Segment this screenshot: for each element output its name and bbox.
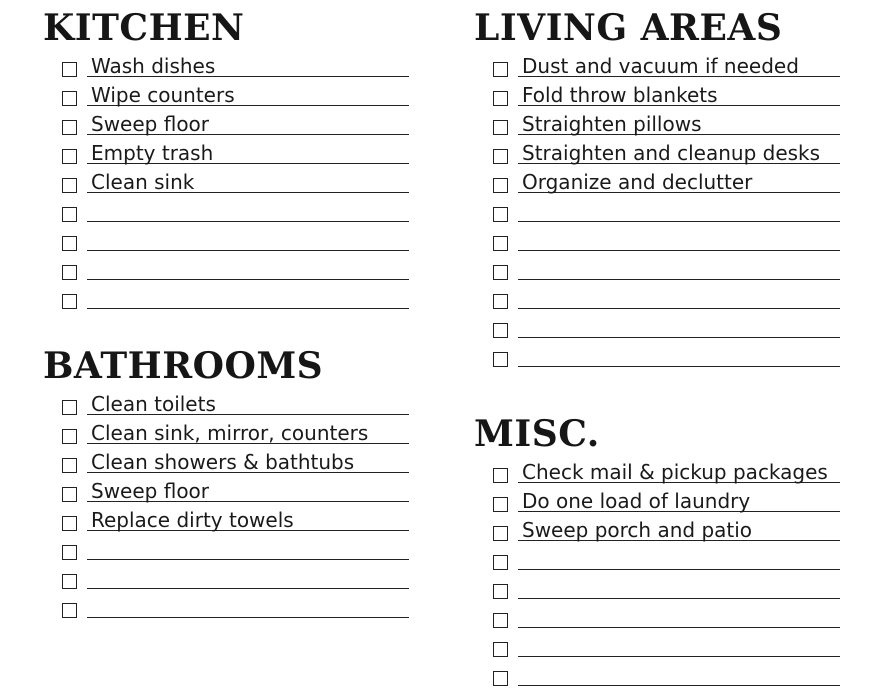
checkbox[interactable] [493,149,508,164]
checklist-item [474,578,600,607]
checkbox[interactable] [493,555,508,570]
checkbox[interactable] [493,352,508,367]
checklist-item-label: Organize and declutter [522,170,753,194]
checklist-item [43,539,323,568]
checkbox[interactable] [62,207,77,222]
bathrooms-heading: BATHROOMS [43,345,324,387]
checkbox[interactable] [62,400,77,415]
write-in-line [87,588,409,589]
checklist-item [43,172,244,201]
checklist-item-label: Wash dishes [91,54,216,78]
bathrooms-section [43,345,369,626]
checkbox[interactable] [493,526,508,541]
write-in-line [518,250,840,251]
checkbox[interactable] [62,429,77,444]
checklist-item [474,665,600,694]
misc-section [474,413,828,694]
write-in-line [518,656,840,657]
checklist-item-label: Sweep porch and patio [522,518,753,542]
write-in-line [87,559,409,560]
checklist-item [474,607,600,636]
checklist-item [43,597,323,626]
checklist-item [43,288,244,317]
living-areas-checklist [474,54,821,375]
checklist-item [43,259,244,288]
checkbox[interactable] [493,323,508,338]
checkbox[interactable] [62,149,77,164]
checklist-item [474,85,782,114]
checklist-item [43,114,244,143]
checkbox[interactable] [493,178,508,193]
checkbox[interactable] [493,236,508,251]
checklist-item-label: Clean sink, mirror, counters [91,421,369,445]
checkbox[interactable] [493,497,508,512]
checklist-item [43,450,355,481]
checklist-item [474,288,782,317]
checklist-item-label: Check mail & pickup packages [522,460,828,484]
write-in-line [518,598,840,599]
checklist-item-label: Replace dirty towels [91,508,294,532]
write-in-line [518,337,840,338]
write-in-line [518,279,840,280]
checkbox[interactable] [62,120,77,135]
bathrooms-checklist [43,392,369,626]
checkbox[interactable] [62,294,77,309]
checklist-item [474,346,782,375]
checklist-item [474,460,828,491]
checkbox[interactable] [493,468,508,483]
checklist-item-label: Wipe counters [91,83,235,107]
checklist-item-label: Dust and vacuum if needed [522,54,799,78]
write-in-line [518,221,840,222]
checkbox[interactable] [493,207,508,222]
checklist-item [43,230,244,259]
misc-checklist [474,460,828,694]
checklist-item [474,114,782,143]
living-areas-heading: LIVING AREAS [474,7,783,49]
checklist-item [43,568,323,597]
checklist-item [43,85,244,114]
checklist-item [43,421,369,452]
write-in-line [87,279,409,280]
checklist-item [474,317,782,346]
checklist-item [43,481,323,510]
checkbox[interactable] [493,120,508,135]
living-areas-section [474,7,821,375]
checklist-item-label: Clean showers & bathtubs [91,450,355,474]
checkbox[interactable] [62,545,77,560]
checklist-item-label: Sweep floor [91,479,210,503]
checkbox[interactable] [62,487,77,502]
kitchen-section [43,8,244,317]
checklist-item [43,201,244,230]
checklist-item-label: Do one load of laundry [522,489,751,513]
checklist-item [474,518,753,549]
checklist-item-label: Clean toilets [91,392,216,416]
write-in-line [518,627,840,628]
checklist-item-label: Clean sink [91,170,195,194]
write-in-line [87,617,409,618]
checklist-item [474,259,782,288]
write-in-line [518,569,840,570]
checkbox[interactable] [62,265,77,280]
checkbox[interactable] [493,584,508,599]
checkbox[interactable] [62,236,77,251]
checklist-item-label: Empty trash [91,141,214,165]
write-in-line [518,366,840,367]
checkbox[interactable] [493,294,508,309]
write-in-line [87,250,409,251]
checkbox[interactable] [62,516,77,531]
checkbox[interactable] [493,91,508,106]
checkbox[interactable] [62,603,77,618]
checklist-item [474,489,751,520]
checklist-item [474,230,782,259]
checkbox[interactable] [62,91,77,106]
checkbox[interactable] [493,642,508,657]
checklist-item [43,143,244,172]
checklist-item [474,201,782,230]
kitchen-heading: KITCHEN [43,7,245,49]
checkbox[interactable] [62,458,77,473]
write-in-line [518,308,840,309]
checklist-item-label: Fold throw blankets [522,83,718,107]
checkbox[interactable] [493,671,508,686]
misc-heading: MISC. [474,413,600,455]
checkbox[interactable] [493,265,508,280]
checklist-item [474,549,600,578]
write-in-line [87,308,409,309]
checklist-item [474,172,782,201]
checkbox[interactable] [493,62,508,77]
checklist-item [43,510,323,539]
write-in-line [518,685,840,686]
checkbox[interactable] [62,574,77,589]
checklist-item [43,56,244,85]
checkbox[interactable] [62,178,77,193]
checklist-item [43,394,323,423]
checklist-item [474,141,821,172]
checklist-item [474,54,799,85]
checklist-item [474,636,600,665]
checkbox[interactable] [62,62,77,77]
kitchen-checklist [43,56,244,317]
checklist-item-label: Sweep floor [91,112,210,136]
write-in-line [87,221,409,222]
checkbox[interactable] [493,613,508,628]
checklist-item-label: Straighten pillows [522,112,702,136]
checklist-item-label: Straighten and cleanup desks [522,141,821,165]
